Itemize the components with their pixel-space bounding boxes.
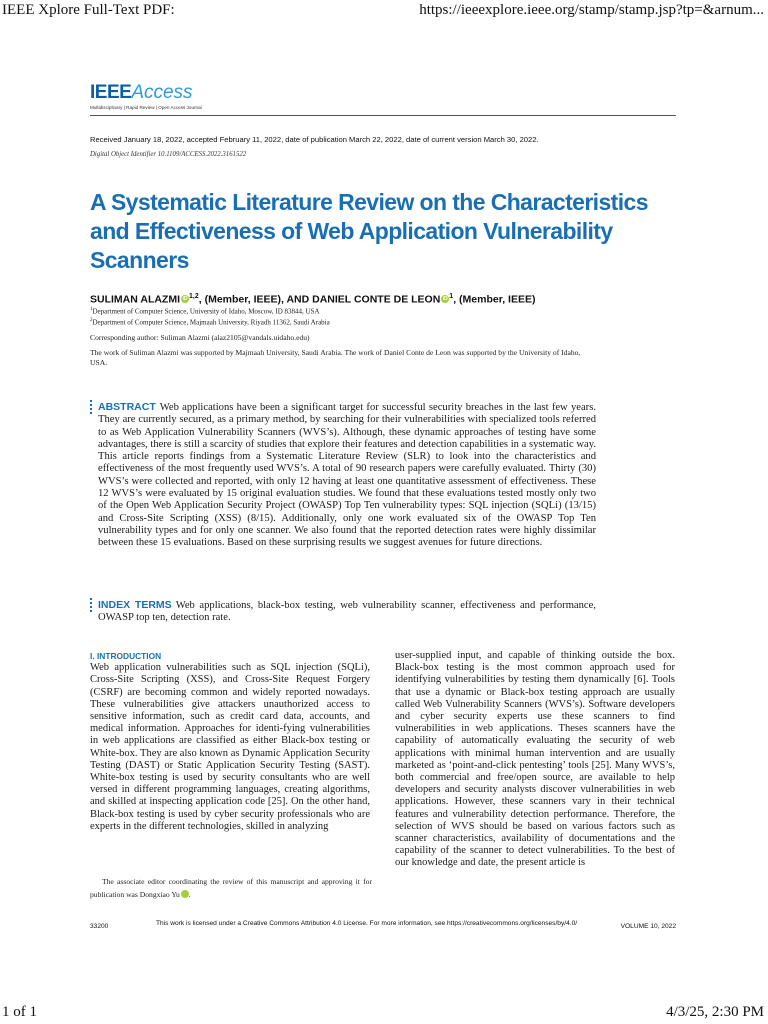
license-note: This work is licensed under a Creative Commons Attribution 4.0 License. For more information, see https://creativecommons.org/licenses/by/4.0/	[156, 920, 578, 927]
paper-title: A Systematic Literature Review on the Characteristics and Effectiveness of Web Application Vulnerability Scanners	[90, 189, 648, 273]
affiliation-2-text: Department of Computer Science, Majmaah University, Riyadh 11362, Saudi Arabia	[92, 318, 330, 327]
section-heading-introduction: I. INTRODUCTION	[90, 651, 162, 661]
column-left	[90, 650, 370, 833]
logo-tagline: Multidisciplinary | Rapid Review | Open Access Journal	[90, 105, 202, 110]
author-line	[90, 293, 535, 306]
funding-note: The work of Suliman Alazmi was supported by Majmaah University, Saudi Arabia. The work of Daniel Conte de Leon was supported by the University of Idaho, USA.	[90, 348, 581, 367]
logo-ieee-text: IEEE	[90, 82, 132, 103]
abstract-marker	[90, 400, 95, 414]
journal-logo	[90, 82, 202, 110]
print-footer-timestamp: 4/3/25, 2:30 PM	[666, 1004, 764, 1020]
print-header-url: https://ieeexplore.ieee.org/stamp/stamp.jsp?tp=&arnum...	[419, 2, 764, 18]
page-number: 33200	[90, 923, 109, 930]
affiliation-1-text: Department of Computer Science, University of Idaho, Moscow, ID 83844, USA	[92, 307, 320, 316]
doi: Digital Object Identifier 10.1109/ACCESS.2022.3161522	[90, 151, 247, 158]
header-rule	[90, 115, 676, 116]
author-1-affil: 1,2	[189, 293, 199, 300]
intro-paragraph-left: Web application vulnerabilities such as SQL injection (SQLi), Cross-Site Scripting (XSS), and Cross-Site Request Forgery (CSRF) are becoming common and widely reported nowadays. These vulnerabilities give attackers unauthorized access to sensitive information, such as credit card data, accounts, and medical information. Approaches for identi-fying vulnerabilities in web applications are classified as either Black-box testing or White-box. They are also known as Dynamic Application Security Testing (DAST) or Static Application Security Testing (SAST). White-box testing is used by security consultants who are well versed in different programming languages, creating algorithms, and skilled at inspecting application code [25]. On the other hand, Black-box testing is used by cyber security professionals who are experts in the different technologies, skilled in analyzing	[90, 662, 370, 832]
editor-footnote: The associate editor coordinating the review of this manuscript and approving it for publication was Dongxiao Yu iD.	[90, 877, 372, 899]
volume: VOLUME 10, 2022	[620, 923, 676, 930]
print-footer-pages: 1 of 1	[2, 1004, 37, 1020]
orcid-icon[interactable]: iD	[181, 890, 189, 898]
corresponding-author: Corresponding author: Suliman Alazmi (alaz2105@vandals.uidaho.edu)	[90, 333, 310, 342]
abstract	[98, 401, 596, 550]
editor-footnote-text: The associate editor coordinating the review of this manuscript and approving it for publication was Dongxiao Yu	[90, 877, 372, 899]
affiliation-2	[90, 318, 330, 326]
affiliation-1-num: 1	[90, 307, 93, 312]
index-terms-marker	[90, 598, 95, 612]
index-terms-text: Web applications, black-box testing, web vulnerability scanner, effectiveness and performance, OWASP top ten, detection rate.	[98, 600, 596, 624]
logo-access-text: Access	[131, 82, 193, 103]
orcid-icon[interactable]: iD	[182, 295, 188, 302]
author-2-affil: 1	[449, 293, 454, 300]
author-1-role: , (Member, IEEE), AND DANIEL CONTE DE LEON	[198, 293, 441, 306]
received-dates: Received January 18, 2022, accepted February 11, 2022, date of publication March 22, 2022, date of current version March 30, 2022.	[90, 135, 539, 144]
abstract-label: ABSTRACT	[98, 401, 156, 413]
orcid-icon[interactable]: iD	[442, 295, 448, 302]
affiliation-1	[90, 307, 320, 315]
author-1: SULIMAN ALAZMI	[90, 293, 181, 306]
affiliation-2-num: 2	[90, 318, 93, 323]
abstract-text: Web applications have been a significant target for successful security breaches in the last few years. They are currently secured, as a primary method, by searching for their vulnerabilities with specialized tools referred to as Web Application Vulnerability Scanners (WVS’s). Although, these dynamic approaches of testing have some advantages, there is still a scarcity of studies that explore their features and detection capabilities in a systematic way. This article reports findings from a Systematic Literature Review (SLR) to look into the characteristics and effectiveness of the most frequently used WVS’s. A total of 90 research papers were carefully evaluated. Thirty (30) WVS’s were collected and reported, with only 12 having at least one quantitative assessment of effectiveness. These 12 WVS’s were evaluated by 15 original evaluation studies. We found that these evaluations tested mostly only two of the Open Web Application Security Project (OWASP) Top Ten vulnerability types: SQL injection (SQLi) (13/15) and Cross-Site Scripting (XSS) (8/15). Additionally, only one work evaluated six of the OWASP Top Ten vulnerability types and for only one scanner. We also found that the reported detection rates were highly dissimilar between these 15 evaluations. Based on these surprising results we suggest avenues for future directions.	[98, 402, 596, 549]
index-terms	[98, 599, 596, 625]
print-header-title: IEEE Xplore Full-Text PDF:	[2, 2, 175, 18]
author-2-role: , (Member, IEEE)	[453, 293, 536, 306]
index-terms-label: INDEX TERMS	[98, 599, 172, 611]
column-right	[395, 650, 675, 870]
intro-paragraph-right: user-supplied input, and capable of thinking outside the box. Black-box testing is the most common approach used for identifying vulnerabilities by testing them dynamically [6]. Tools that use a dynamic or Black-box testing approach are usually called Web Vulnerability Scanners (WVS’s). Software developers and cyber security experts use these scanners to find vulnerabilities in web applications. Theses scanners have the capability of automatically evaluating the security of web applications with minimal human intervention and are usually marketed as ‘point-and-click pentesting’ tools [25]. Many WVS’s, both commercial and free/open source, are available to help developers and security analysts discover vulnerabilities in web applications. However, these scanners vary in their technical features and vulnerability detection performance. Therefore, the selection of WVS should be based on various factors such as scanner characteristics, availability of documentations and the capability of the scanner to detect vulnerabilities. To the best of our knowledge and date, the present article is	[395, 650, 675, 869]
